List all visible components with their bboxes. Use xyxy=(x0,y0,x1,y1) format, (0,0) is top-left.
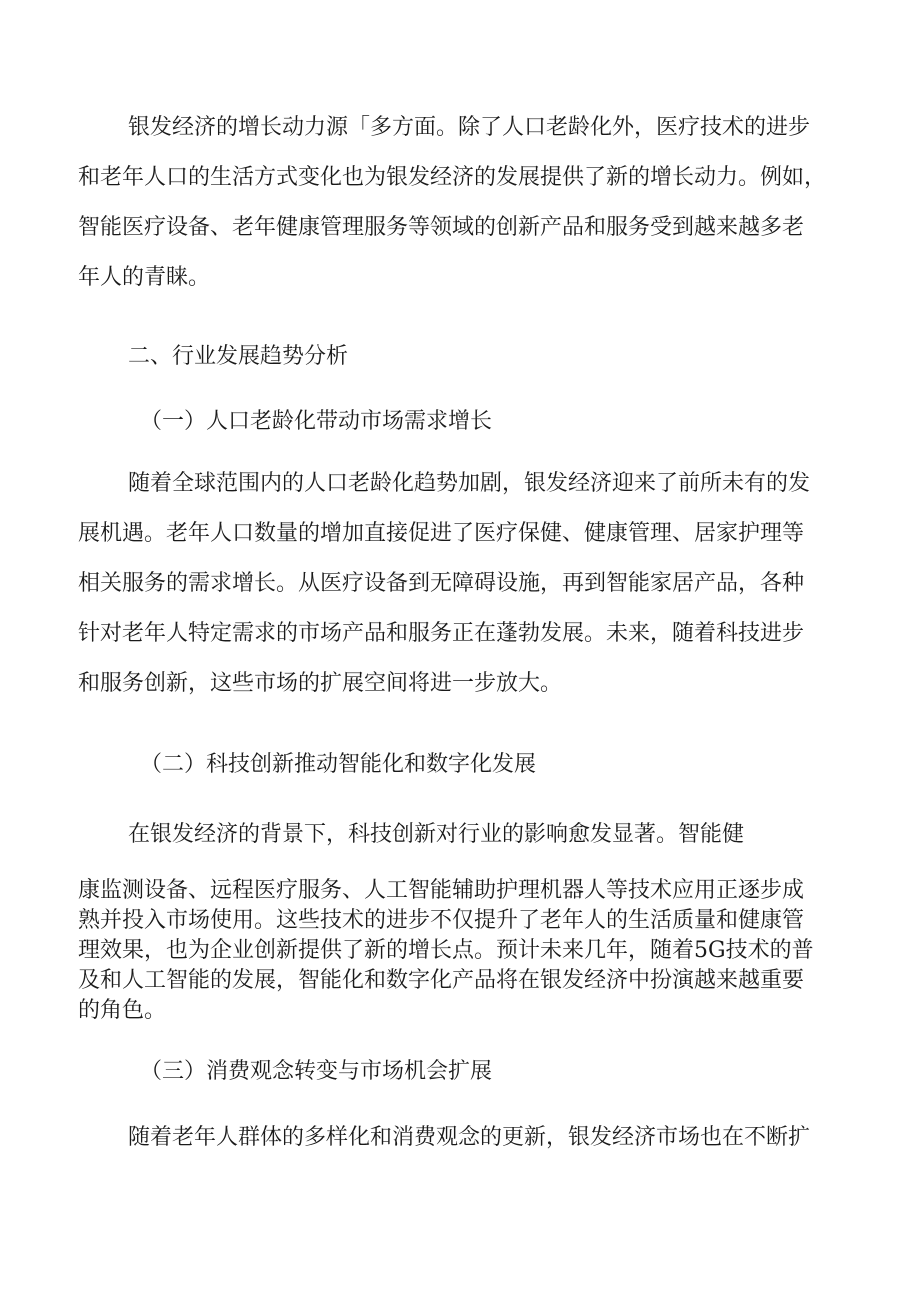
section-heading: 二、行业发展趋势分析 xyxy=(128,344,349,369)
paragraph-line: 随着全球范围内的人口老龄化趋势加剧，银发经济迎来了前所未有的发 xyxy=(128,471,811,496)
paragraph-line: 相关服务的需求增长。从医疗设备到无障碍设施，再到智能家居产品，各种 xyxy=(78,571,805,596)
subsection-heading: （一）人口老龄化带动市场需求增长 xyxy=(140,409,493,434)
paragraph-line: 展机遇。老年人口数量的增加直接促进了医疗保健、健康管理、居家护理等 xyxy=(78,521,805,546)
paragraph-line: 随着老年人群体的多样化和消费观念的更新，银发经济市场也在不断扩 xyxy=(128,1125,811,1150)
paragraph-line: 康监测设备、远程医疗服务、人工智能辅助护理机器人等技术应用正逐步成 xyxy=(78,878,805,903)
paragraph-line: 及和人工智能的发展，智能化和数字化产品将在银发经济中扮演越来越重要 xyxy=(78,968,805,993)
paragraph-line: 智能医疗设备、老年健康管理服务等领域的创新产品和服务受到越来越多老 xyxy=(78,215,805,240)
subsection-heading: （三）消费观念转变与市场机会扩展 xyxy=(140,1059,493,1084)
subsection-heading: （二）科技创新推动智能化和数字化发展 xyxy=(140,752,537,777)
paragraph-line: 针对老年人特定需求的市场产品和服务正在蓬勃发展。未来，随着科技进步 xyxy=(78,621,805,646)
paragraph-line: 熟并投入市场使用。这些技术的进步不仅提升了老年人的生活质量和健康管 xyxy=(78,908,805,933)
paragraph-line: 和老年人口的生活方式变化也为银发经济的发展提供了新的增长动力。例如， xyxy=(78,165,827,190)
paragraph-line: 银发经济的增长动力源「多方面。除了人口老龄化外，医疗技术的进步 xyxy=(128,115,811,140)
paragraph-line: 理效果，也为企业创新提供了新的增长点。预计未来几年，随着5G技术的普 xyxy=(78,938,814,963)
paragraph-line: 年人的青睐。 xyxy=(78,265,211,290)
paragraph-line: 在银发经济的背景下，科技创新对行业的影响愈发显著。智能健 xyxy=(128,822,745,847)
paragraph-line: 和服务创新，这些市场的扩展空间将进一步放大。 xyxy=(78,671,563,696)
paragraph-line: 的角色。 xyxy=(78,998,167,1023)
